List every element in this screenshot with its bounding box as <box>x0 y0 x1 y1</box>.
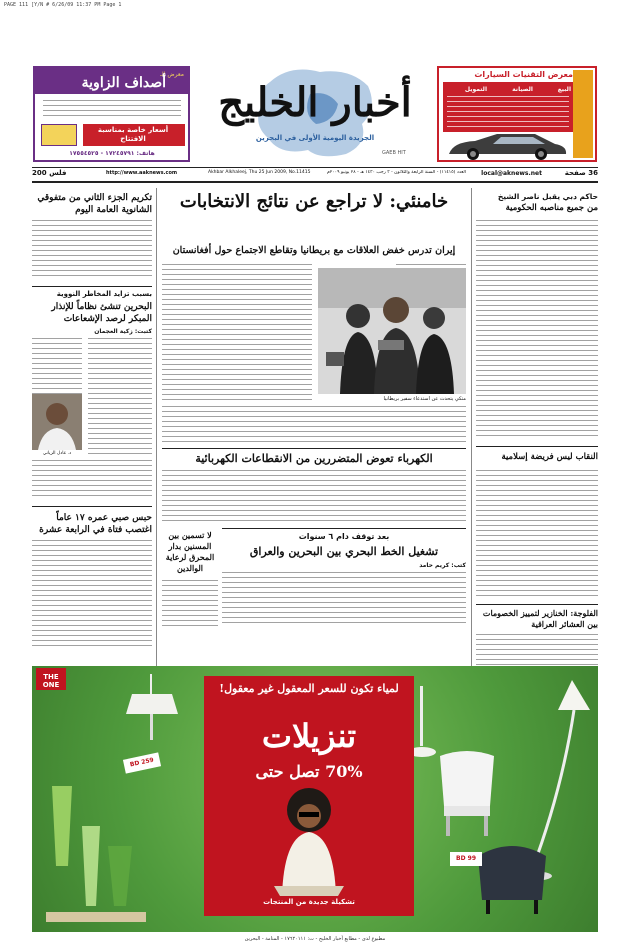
masthead-left-ad[interactable] <box>33 66 190 162</box>
sale-tagline: لمياء تكون للسعر المعقول غير معقول! <box>219 682 399 695</box>
left-ad-offer: أسعار خاصة بمناسبة الافتتاح <box>97 126 169 143</box>
lead-photo-caption: متكي يتحدث عن استدعاء سفير بريطانيا <box>383 396 466 402</box>
price-tag-right: BD 99 <box>450 852 482 866</box>
gulf-air-body <box>222 572 466 626</box>
dateline-bar <box>32 168 598 180</box>
left-story2-body-c <box>32 460 152 500</box>
right-story2-body <box>476 470 598 598</box>
left-story2-byline: كتبت: زكية العجمان <box>94 328 152 335</box>
left-story1-body <box>32 220 152 280</box>
brand-name: THE ONE <box>42 673 60 689</box>
elderly-body <box>162 580 218 626</box>
chair-image-white <box>432 746 502 836</box>
right-story2-headline: النقاب ليس فريضة إسلامية <box>501 452 598 462</box>
sale-discount: 70% تصل حتى <box>255 762 363 781</box>
page-count: 36 صفحة <box>564 169 598 177</box>
bottom-ad[interactable] <box>32 666 598 932</box>
car-image <box>445 132 569 160</box>
left-story2-body-a <box>32 338 82 394</box>
left-story2-kicker: بسبب تزايد المخاطر النووية <box>56 290 152 298</box>
left-story1-headline: تكريم الجزء الثاني من متفوقي الشانوية العامة اليوم <box>37 193 152 215</box>
contact-email[interactable]: local@aknews.net <box>481 170 542 177</box>
masthead-logo <box>212 62 418 166</box>
left-story3-body <box>32 540 152 648</box>
website-link[interactable]: http://www.aaknews.com <box>106 170 178 176</box>
electricity-body <box>162 470 466 522</box>
right-ad-lines <box>447 96 569 128</box>
page-footer: مطبوع لدى - مطابع أخبار الخليج - ت: ١٧٦٢٠١١١ - المنامة - البحرين <box>244 936 386 942</box>
right-ad-col3: التمويل <box>464 86 487 93</box>
left-ad-logo-box <box>41 124 77 146</box>
left-ad-heading: أصداف الزاوية <box>81 75 166 91</box>
sale-footer: تشكيلة جديدة من المنتجات <box>263 898 355 906</box>
armchair-image-dark <box>472 836 552 916</box>
left-rule-1 <box>32 286 152 287</box>
lead-body-left <box>162 264 312 404</box>
lead-photo <box>318 268 466 394</box>
center-rule-2 <box>222 528 466 529</box>
right-rule-2 <box>476 604 598 605</box>
right-ad-heading: معرض التقنيات السيارات <box>474 70 573 79</box>
portrait-photo <box>32 394 82 450</box>
model-figure <box>264 786 354 896</box>
english-date: Akhbar Alkhaleej, Thu 25 Jun 2009, No.11415 <box>208 170 311 175</box>
arabic-date: العدد (١١٤١٥) - السنة الرابعة والثلاثون - ٣ رجب ١٤٣٠ هـ - ٢٨ يونيو ٢٠٠٩م <box>327 170 466 175</box>
lead-body-bottom <box>162 406 466 444</box>
masthead-subtitle: الجريدة اليومية الأولى في البحرين <box>255 134 375 142</box>
portrait-caption: د. عادل الزياني <box>42 451 72 456</box>
center-rule-1 <box>162 448 466 449</box>
right-ad-col2: الصيانة <box>512 86 533 93</box>
lamp-image <box>122 674 182 740</box>
right-rule-1 <box>476 446 598 447</box>
left-story2-headline: البحرين تنشئ نظاماً للإنذار المبكر لرصد الإشعاعات <box>51 302 152 324</box>
left-ad-sub: معرض الـ <box>160 71 184 78</box>
lead-headline[interactable]: خامنئي: لا تراجع عن نتائج الانتخابات <box>179 191 449 212</box>
right-ad-col1: البيع <box>557 86 571 93</box>
column-divider-right <box>471 188 472 718</box>
elderly-box <box>162 530 218 626</box>
left-story3-headline: حبس صبي عمره ١٧ عاماً اغتصب فتاة في الرابعة عشرة <box>39 513 152 535</box>
glassware-image <box>42 766 152 926</box>
price-tag-left: BD 259 <box>123 752 161 773</box>
dateline-rule-bottom <box>32 181 598 183</box>
right-story1-kicker: حاكم دبي يقبل ناصر الشيخ <box>497 192 598 201</box>
gaeb-mark: GAEB HIT <box>382 150 406 156</box>
sale-word: تنزيلات <box>261 717 357 755</box>
left-rule-2 <box>32 506 152 507</box>
masthead-title: أخبار الخليج <box>218 79 412 126</box>
price: 200 فلس <box>32 169 67 177</box>
right-story1-headline: من جميع مناصبه الحكومية <box>505 203 598 213</box>
gulf-air-byline: كتب: كريم حامد <box>419 562 466 569</box>
lead-subhead[interactable]: إيران تدرس خفض العلاقات مع بريطانيا وتقاطع الاجتماع حول أفغانستان <box>172 245 456 256</box>
left-ad-phone: هاتف: ١٧٢٤٥٧٩١ - ١٧٥٥٤٥٢٥ <box>69 150 155 157</box>
elderly-headline[interactable]: لا تسمين بين المسنين بدار المحرق لرعاية الوالدين <box>165 530 215 573</box>
gulf-air-headline[interactable]: تشغيل الخط البحري بين البحرين والعراق <box>249 545 439 558</box>
right-ad-sidebar <box>573 70 593 158</box>
right-story1-body <box>476 220 598 440</box>
right-story3-headline: الفلوجة: الخنازير لتمييز الخصومات بين العشائر العراقية <box>482 608 598 629</box>
masthead-right-ad[interactable] <box>437 66 597 162</box>
left-ad-body-lines <box>43 100 181 120</box>
gulf-air-kicker: بعد توقف دام ٦ سنوات <box>298 532 390 541</box>
electricity-headline[interactable]: الكهرباء تعوض المتضررين من الانقطاعات الكهربائية <box>195 452 433 465</box>
column-divider-left <box>156 188 157 718</box>
left-column <box>32 188 152 718</box>
printer-slug: PAGE 111 [Y/N # 6/26/09 11:37 PM Page 1 <box>4 2 122 8</box>
left-story2-body-b <box>88 338 152 458</box>
right-column <box>476 188 598 718</box>
